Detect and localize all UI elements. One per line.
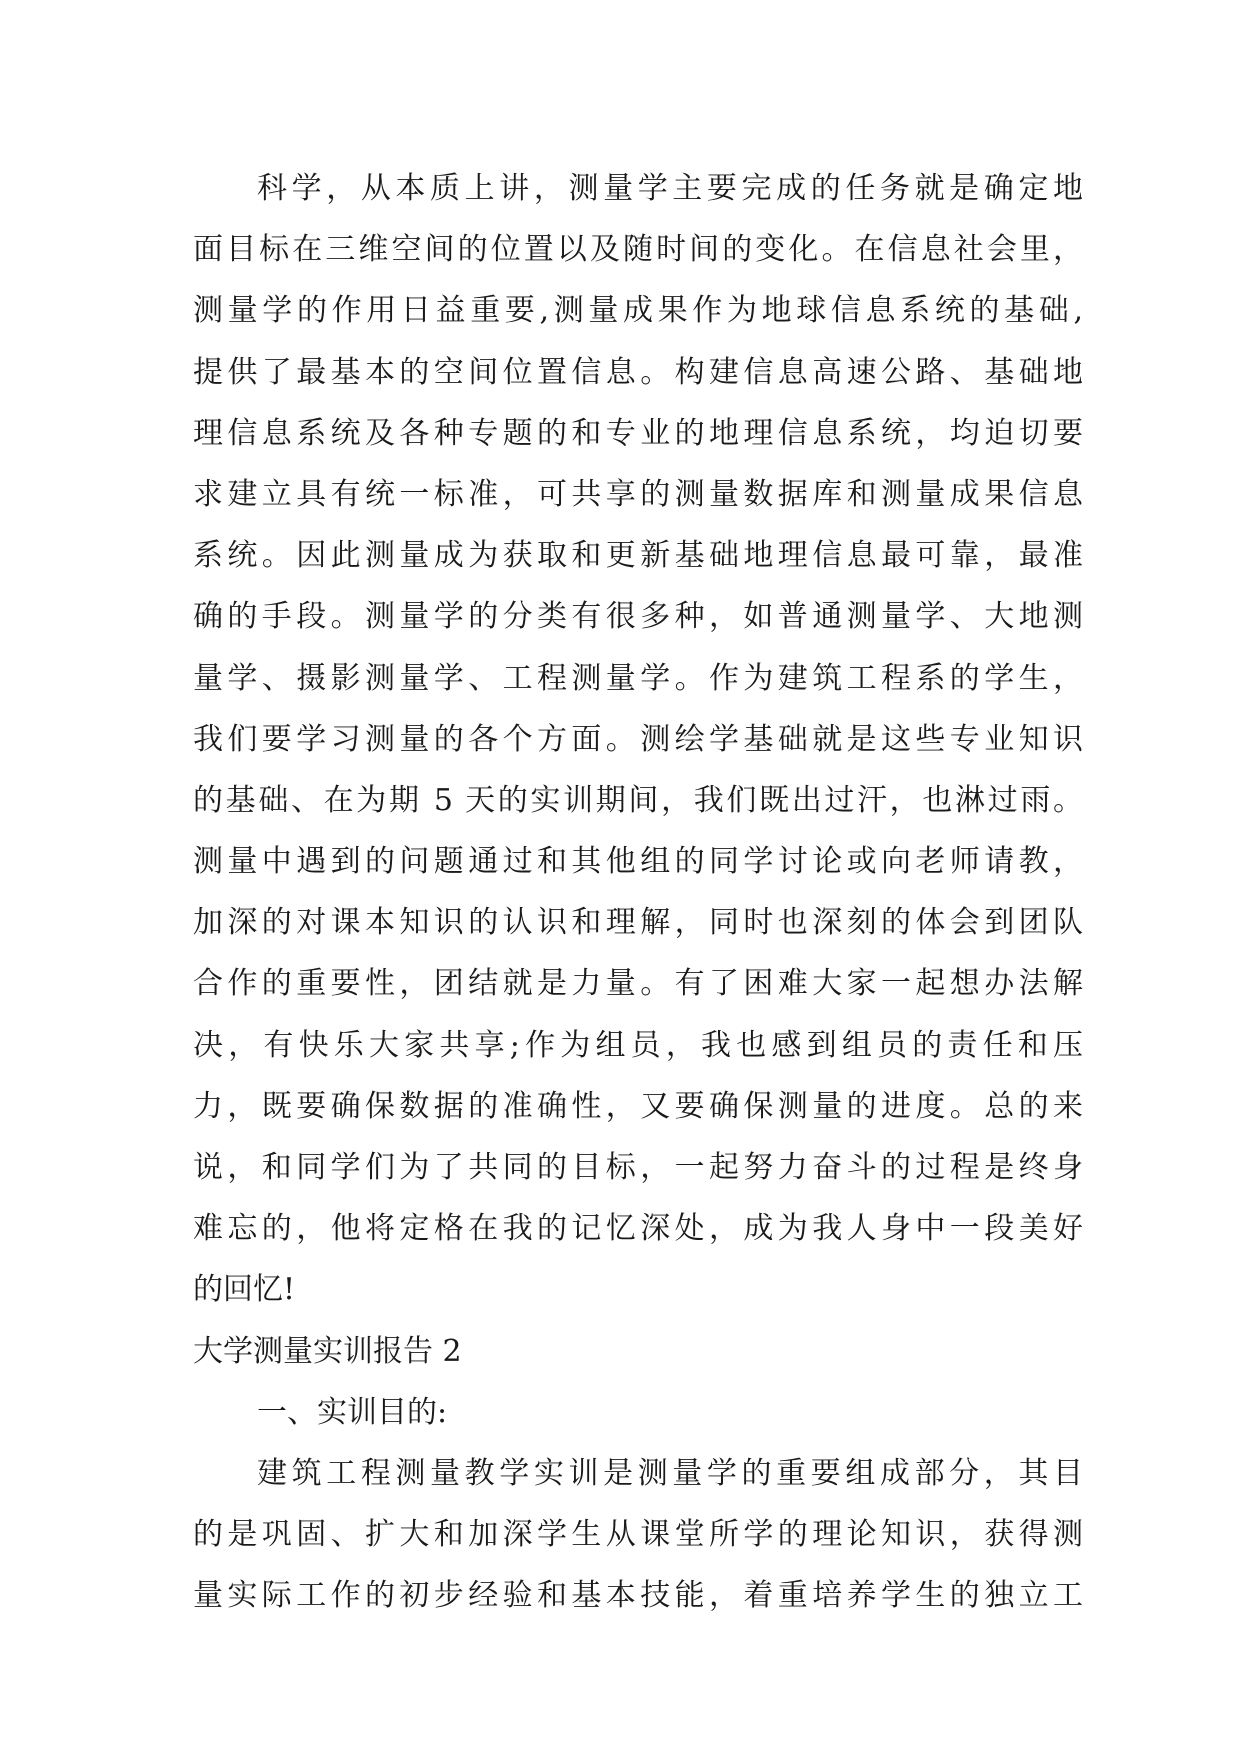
paragraph-line: 建筑工程测量教学实训是测量学的重要组成部分，其目	[257, 1455, 1083, 1491]
paragraph-line: 理信息系统及各种专题的和专业的地理信息系统，均迫切要	[193, 415, 1083, 451]
paragraph-line: 决，有快乐大家共享;作为组员，我也感到组员的责任和压	[193, 1027, 1083, 1063]
paragraph-line: 我们要学习测量的各个方面。测绘学基础就是这些专业知识	[193, 721, 1083, 757]
document-body	[193, 158, 1083, 1627]
paragraph-line: 说，和同学们为了共同的目标，一起努力奋斗的过程是终身	[193, 1150, 1083, 1185]
paragraph-line: 测量中遇到的问题通过和其他组的同学讨论或向老师请教，	[193, 844, 1083, 880]
paragraph-line: 求建立具有统一标准，可共享的测量数据库和测量成果信息	[193, 476, 1083, 512]
paragraph-line: 科学，从本质上讲，测量学主要完成的任务就是确定地	[257, 171, 1083, 206]
paragraph-line: 的回忆!	[193, 1272, 296, 1308]
paragraph-line: 测量学的作用日益重要,测量成果作为地球信息系统的基础,	[193, 293, 1083, 329]
subsection-heading: 一、实训目的:	[257, 1394, 448, 1430]
paragraph-line: 系统。因此测量成为获取和更新基础地理信息最可靠，最准	[193, 538, 1083, 574]
paragraph-line: 合作的重要性，团结就是力量。有了困难大家一起想办法解	[193, 966, 1083, 1002]
paragraph-line: 力，既要确保数据的准确性，又要确保测量的进度。总的来	[193, 1088, 1083, 1124]
paragraph-line: 提供了最基本的空间位置信息。构建信息高速公路、基础地	[193, 354, 1083, 390]
paragraph-line: 确的手段。测量学的分类有很多种，如普通测量学、大地测	[193, 599, 1083, 635]
paragraph-line: 难忘的，他将定格在我的记忆深处，成为我人身中一段美好	[193, 1211, 1083, 1247]
section-title: 大学测量实训报告 2	[193, 1333, 462, 1369]
paragraph-line: 量学、摄影测量学、工程测量学。作为建筑工程系的学生，	[193, 660, 1083, 696]
paragraph-line: 量实际工作的初步经验和基本技能，着重培养学生的独立工	[193, 1578, 1083, 1614]
paragraph-line: 加深的对课本知识的认识和理解，同时也深刻的体会到团队	[193, 905, 1083, 941]
paragraph-line: 的基础、在为期 5 天的实训期间，我们既出过汗，也淋过雨。	[193, 782, 1083, 818]
paragraph-line: 面目标在三维空间的位置以及随时间的变化。在信息社会里，	[193, 232, 1083, 268]
paragraph-line: 的是巩固、扩大和加深学生从课堂所学的理论知识，获得测	[193, 1517, 1083, 1553]
